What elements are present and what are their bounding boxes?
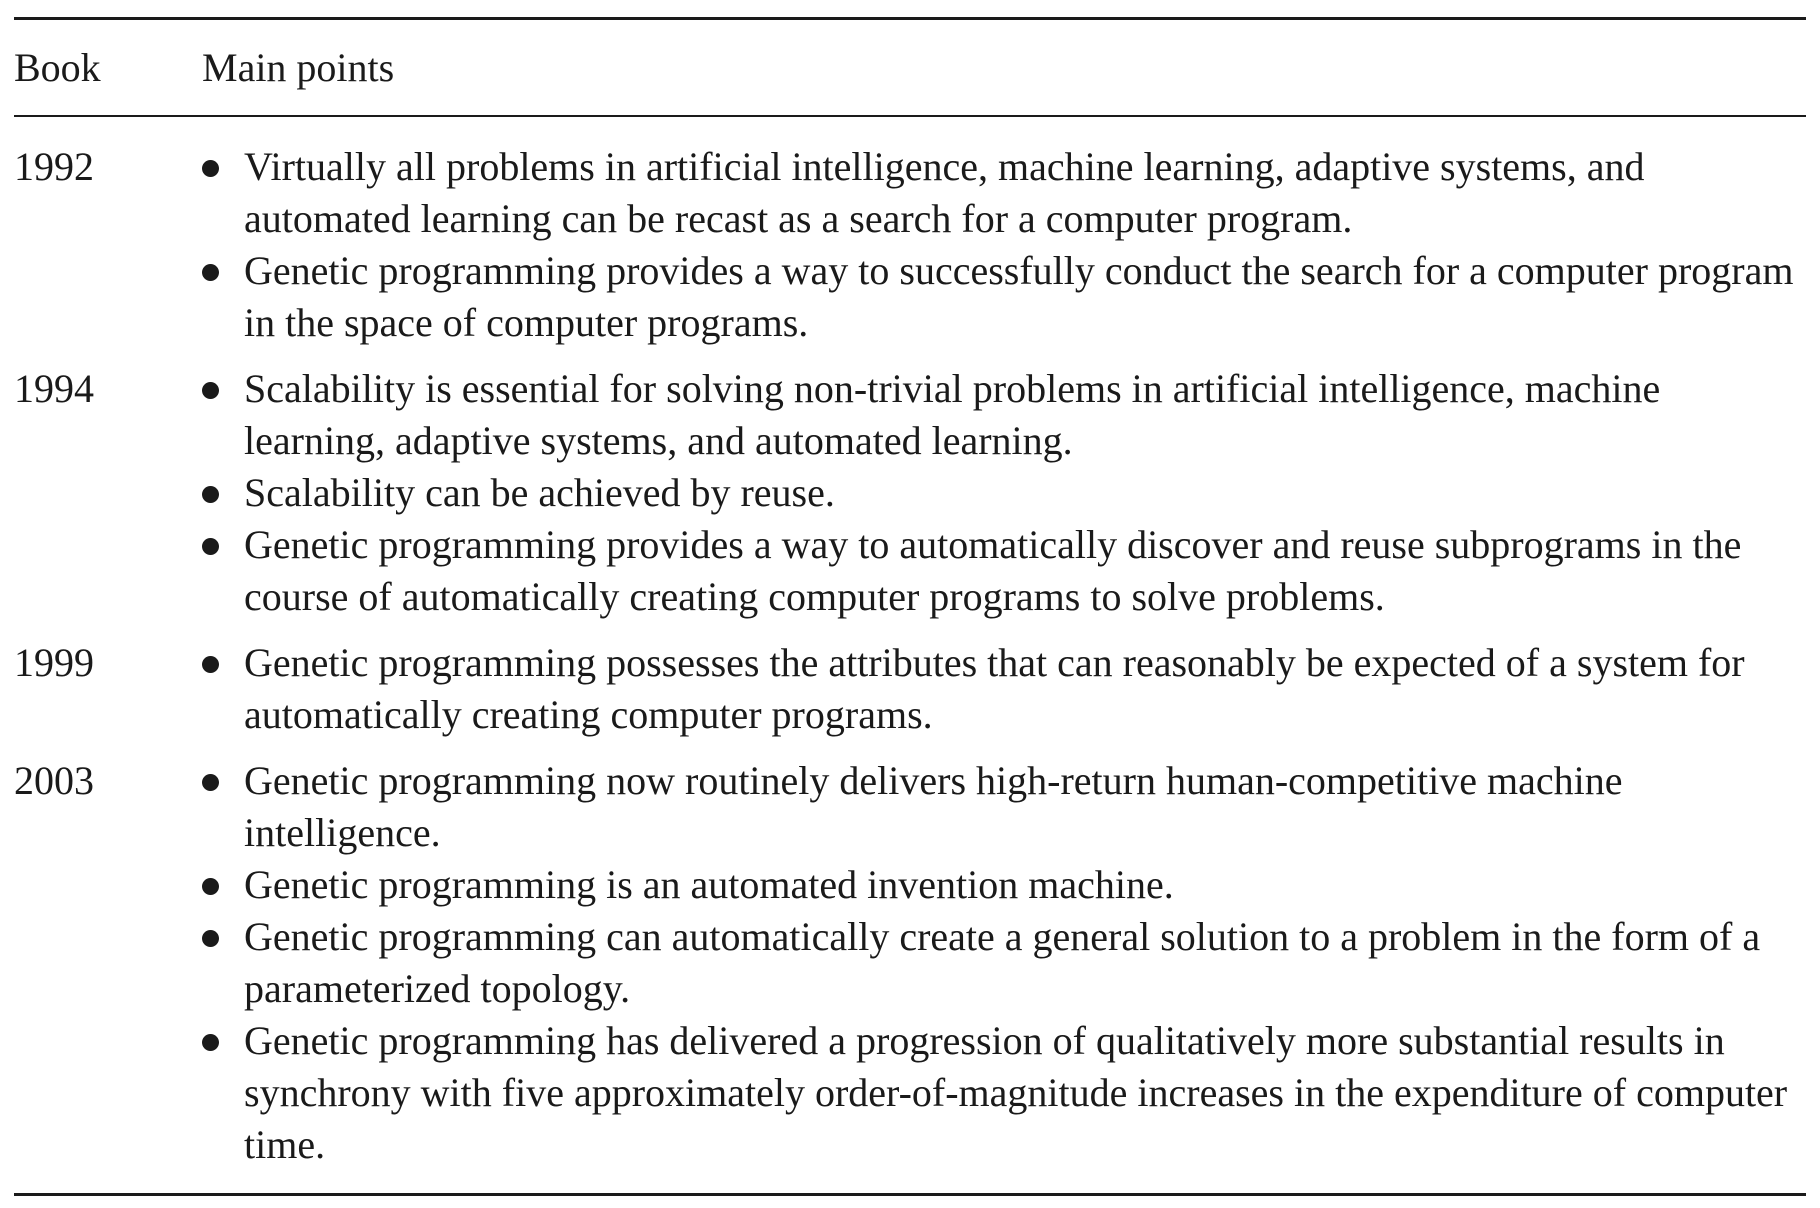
main-point [202,363,1806,467]
main-point [202,519,1806,623]
main-point [202,245,1806,349]
main-point [202,467,1806,519]
bullet-icon [202,774,219,791]
book-year: 1999 [14,640,94,685]
main-point-text: Genetic programming now routinely delivers high-return human-competitive machine intelligence. [244,758,1623,855]
main-point-text: Scalability can be achieved by reuse. [244,470,835,515]
main-point-text: Genetic programming provides a way to successfully conduct the search for a computer program in the space of computer programs. [244,248,1794,345]
bullet-icon [202,538,219,555]
header-row [14,20,1806,115]
bottom-rule [14,1193,1806,1196]
bullet-icon [202,382,219,399]
bullet-icon [202,160,219,177]
main-point-text: Genetic programming provides a way to automatically discover and reuse subprograms in the course of automatically creating computer programs to solve problems. [244,522,1742,619]
main-point [202,141,1806,245]
main-point [202,755,1806,859]
table-row [14,363,1806,623]
bullet-icon [202,930,219,947]
table-body [14,117,1806,1193]
header-main-points: Main points [202,45,395,90]
table-row [14,141,1806,349]
main-point [202,637,1806,741]
bullet-icon [202,1034,219,1051]
main-point-text: Virtually all problems in artificial intelligence, machine learning, adaptive systems, and automated learning can be recast as a search for a computer program. [244,144,1645,241]
main-point [202,911,1806,1015]
main-point [202,1015,1806,1171]
bullet-icon [202,264,219,281]
book-year: 1992 [14,144,94,189]
main-points-list [202,141,1806,349]
main-points-list [202,755,1806,1171]
bullet-icon [202,486,219,503]
main-point [202,859,1806,911]
main-points-list [202,637,1806,741]
bullet-icon [202,878,219,895]
main-point-text: Scalability is essential for solving non-trivial problems in artificial intelligence, machine learning, adaptive systems, and automated learning. [244,366,1661,463]
table-row [14,755,1806,1171]
main-point-text: Genetic programming has delivered a progression of qualitatively more substantial results in synchrony with five approximately order-of-magnitude increases in the expenditure of computer time. [244,1018,1788,1167]
main-point-text: Genetic programming can automatically create a general solution to a problem in the form of a parameterized topology. [244,914,1761,1011]
table-row [14,637,1806,741]
main-point-text: Genetic programming is an automated invention machine. [244,862,1174,907]
book-year: 2003 [14,758,94,803]
book-year: 1994 [14,366,94,411]
bullet-icon [202,656,219,673]
main-point-text: Genetic programming possesses the attributes that can reasonably be expected of a system for automatically creating computer programs. [244,640,1745,737]
header-book: Book [14,45,101,90]
book-points-table [14,17,1806,1196]
main-points-list [202,363,1806,623]
